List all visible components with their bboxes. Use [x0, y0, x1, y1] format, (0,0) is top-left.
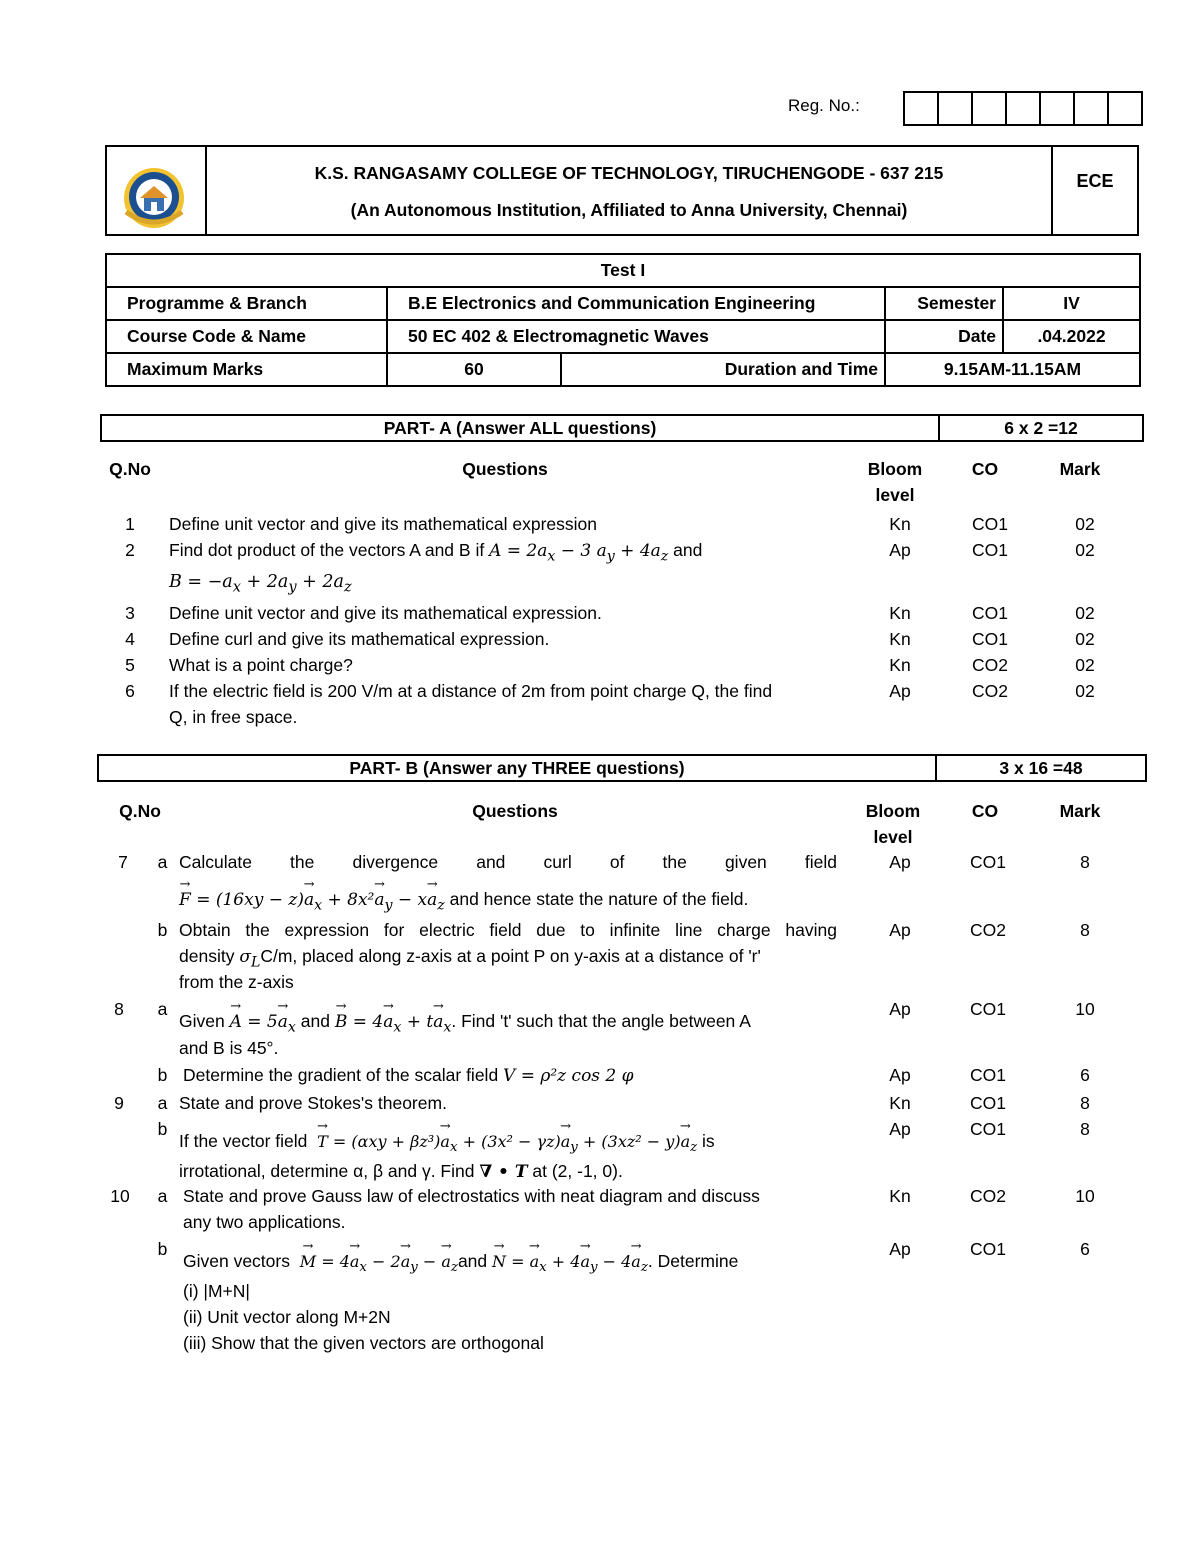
question-number: 4	[125, 629, 135, 649]
question-text-part: Determine the gradient of the scalar field	[183, 1065, 499, 1085]
equation-b: $B = -a_x + 2a_y + 2a_z$	[169, 572, 352, 596]
sub-question-letter: b	[157, 1119, 168, 1139]
reg-no-box[interactable]	[971, 93, 1005, 124]
bloom-level: Ap	[889, 1119, 911, 1139]
bloom-level: Kn	[889, 1186, 911, 1206]
reg-no-box[interactable]	[1039, 93, 1073, 124]
mark-value: 8	[1080, 852, 1090, 872]
question-text	[169, 537, 702, 569]
question-text: Define unit vector and give its mathematical expression.	[169, 603, 602, 623]
bloom-level: Ap	[889, 1065, 911, 1085]
mark-value: 02	[1075, 629, 1095, 649]
question-text	[179, 1008, 859, 1040]
college-name: K.S. RANGASAMY COLLEGE OF TECHNOLOGY, TIRUCHENGODE - 637 215	[314, 162, 944, 183]
question-text	[169, 678, 859, 730]
date-value: .04.2022	[1003, 320, 1140, 353]
mark-value: 02	[1075, 655, 1095, 675]
col-qno: Q.No	[119, 801, 161, 821]
question-number: 3	[125, 603, 135, 623]
question-text-part: and	[673, 540, 703, 560]
reg-no-box[interactable]	[1107, 93, 1141, 124]
bloom-level: Ap	[889, 1239, 911, 1259]
bloom-level: Ap	[889, 920, 911, 940]
question-text-part: . Determine	[647, 1251, 739, 1271]
co-value: CO1	[972, 540, 1008, 560]
question-text-part: Given vectors	[183, 1251, 290, 1271]
question-text-part: is	[702, 1131, 715, 1151]
part-b-marks: 3 x 16 =48	[999, 758, 1083, 778]
reg-no-box[interactable]	[937, 93, 971, 124]
question-text	[179, 886, 748, 918]
mark-value: 6	[1080, 1239, 1090, 1259]
field-equation: → $F = (16xy - z)\to a_x + 8x^2\to a_y - x\to a_z$	[179, 890, 445, 910]
semester-value: IV	[1003, 287, 1140, 320]
part-b-title: PART- B (Answer any THREE questions)	[99, 756, 937, 780]
vector-a-equation: → $A = 5\to a_x$	[230, 1012, 296, 1032]
question-text: Calculate the divergence and curl of the given field	[179, 852, 837, 872]
bloom-level: Ap	[889, 999, 911, 1019]
vector-b-equation: → $B = 4\to a_x + t\to a_x$	[335, 1012, 452, 1032]
question-text-part: and hence state the nature of the field.	[449, 889, 749, 909]
test-name: Test I	[106, 254, 1140, 287]
col-bloom: Bloom level	[867, 459, 923, 505]
co-value: CO1	[972, 514, 1008, 534]
bloom-level: Kn	[889, 655, 911, 675]
scalar-field-equation: V = ρ²z cos 2 φ	[503, 1066, 634, 1086]
question-text-line: Q, in free space.	[169, 707, 298, 727]
co-value: CO1	[970, 1093, 1006, 1113]
col-co: CO	[971, 459, 999, 479]
co-value: CO2	[972, 655, 1008, 675]
equation-a: $A = 2a_x - 3$ $a_y + 4a_z$	[489, 541, 669, 565]
question-subpart: (ii) Unit vector along M+2N	[183, 1307, 391, 1327]
question-text-part: density	[179, 946, 235, 966]
mark-value: 10	[1075, 1186, 1095, 1206]
max-marks-label: Maximum Marks	[106, 353, 387, 386]
reg-no-box[interactable]	[905, 93, 937, 124]
question-text-part: . Find 't' such that the angle between A	[451, 1011, 751, 1031]
question-text-part: and	[457, 1251, 488, 1271]
logo-cell	[106, 146, 206, 235]
vector-field-equation: → $T = (\alpha xy + \beta z^3)\to a_x + (3x^2 - \gamma z)\to a_y + (3xz^2 - y)\to a_z$	[317, 1132, 697, 1151]
question-text: Define curl and give its mathematical expression.	[169, 629, 550, 649]
bloom-level: Ap	[889, 852, 911, 872]
co-value: CO1	[972, 603, 1008, 623]
mark-value: 8	[1080, 1119, 1090, 1139]
col-questions: Questions	[472, 801, 558, 821]
mark-value: 02	[1075, 603, 1095, 623]
co-value: CO2	[972, 681, 1008, 701]
question-text-part: Given	[179, 1011, 225, 1031]
col-mark: Mark	[1059, 801, 1101, 821]
question-text: any two applications.	[183, 1212, 346, 1232]
co-value: CO1	[970, 1239, 1006, 1259]
question-number: 9	[114, 1093, 124, 1113]
question-text	[183, 1062, 634, 1089]
question-number: 8	[114, 999, 124, 1019]
charge-density-symbol: $\sigma_L$	[239, 947, 261, 971]
question-text: from the z-axis	[179, 972, 294, 992]
mark-value: 02	[1075, 540, 1095, 560]
sub-question-letter: b	[157, 920, 168, 940]
co-value: CO2	[970, 920, 1006, 940]
question-number: 6	[125, 681, 135, 701]
col-bloom: Bloom level	[865, 801, 921, 847]
date-label: Date	[885, 320, 1003, 353]
question-number: 10	[110, 1186, 130, 1206]
reg-no-boxes[interactable]	[903, 91, 1143, 126]
question-text: State and prove Stokes's theorem.	[179, 1093, 447, 1113]
college-title-cell	[206, 146, 1052, 235]
question-text-line: If the electric field is 200 V/m at a distance of 2m from point charge Q, the find	[169, 681, 773, 701]
college-subtitle: (An Autonomous Institution, Affiliated to Anna University, Chennai)	[350, 199, 908, 220]
bloom-level: Kn	[889, 1093, 911, 1113]
duration-value: 9.15AM-11.15AM	[885, 353, 1140, 386]
part-a-title: PART- A (Answer ALL questions)	[102, 416, 940, 440]
reg-no-box[interactable]	[1073, 93, 1107, 124]
sub-question-letter: a	[157, 999, 168, 1019]
mark-value: 8	[1080, 1093, 1090, 1113]
question-number: 1	[125, 514, 135, 534]
question-text	[179, 1158, 623, 1185]
co-value: CO1	[970, 1065, 1006, 1085]
programme-label: Programme & Branch	[106, 287, 387, 320]
question-text: What is a point charge?	[169, 655, 353, 675]
sub-question-letter: b	[157, 1239, 168, 1259]
bloom-level: Ap	[889, 681, 911, 701]
part-a-marks: 6 x 2 =12	[1004, 418, 1078, 438]
question-text	[183, 1248, 853, 1281]
max-marks-value: 60	[387, 353, 561, 386]
bloom-level: Ap	[889, 540, 911, 560]
col-qno: Q.No	[109, 459, 151, 479]
question-text: Define unit vector and give its mathematical expression	[169, 514, 597, 534]
part-a-header	[100, 414, 1144, 442]
question-subpart: (i) |M+N|	[183, 1281, 250, 1301]
mark-value: 02	[1075, 514, 1095, 534]
semester-label: Semester	[885, 287, 1003, 320]
col-questions: Questions	[462, 459, 548, 479]
programme-value: B.E Electronics and Communication Engineering	[387, 287, 885, 320]
question-text-part: If the vector field	[179, 1131, 308, 1151]
sub-question-letter: a	[157, 1093, 168, 1113]
part-b-header	[97, 754, 1147, 782]
col-mark: Mark	[1059, 459, 1101, 479]
exam-info-table	[105, 253, 1141, 387]
mark-value: 10	[1075, 999, 1095, 1019]
question-text	[179, 1128, 854, 1161]
question-text: State and prove Gauss law of electrostatics with neat diagram and discuss	[183, 1186, 760, 1206]
question-text-part: and	[300, 1011, 330, 1031]
question-text: and B is 45°.	[179, 1038, 279, 1058]
reg-no-label: Reg. No.:	[788, 96, 860, 115]
duration-label: Duration and Time	[561, 353, 885, 386]
co-value: CO2	[970, 1186, 1006, 1206]
vector-m-equation: → $M = 4\to a_x - 2\to a_y$ − → $a_z$	[300, 1252, 458, 1271]
question-text-part: at (2, -1, 0).	[532, 1161, 623, 1181]
co-value: CO1	[970, 1119, 1006, 1139]
mark-value: 8	[1080, 920, 1090, 940]
sub-question-letter: b	[157, 1065, 168, 1085]
question-text-part: irrotational, determine α, β and γ. Find	[179, 1161, 475, 1181]
question-number: 2	[125, 540, 135, 560]
bloom-level: Kn	[889, 514, 911, 534]
co-value: CO1	[970, 999, 1006, 1019]
sub-question-letter: a	[157, 1186, 168, 1206]
department: ECE	[1052, 146, 1138, 235]
co-value: CO1	[970, 852, 1006, 872]
question-subpart: (iii) Show that the given vectors are orthogonal	[183, 1333, 544, 1353]
question-text-part: C/m, placed along z-axis at a point P on y-axis at a distance of 'r'	[260, 946, 761, 966]
mark-value: 02	[1075, 681, 1095, 701]
course-label: Course Code & Name	[106, 320, 387, 353]
col-co: CO	[971, 801, 999, 821]
bloom-level: Kn	[889, 629, 911, 649]
question-text: Obtain the expression for electric field due to infinite line charge having	[179, 920, 837, 940]
question-number: 7	[118, 852, 128, 872]
question-text-part: Find dot product of the vectors A and B if	[169, 540, 485, 560]
mark-value: 6	[1080, 1065, 1090, 1085]
sub-question-letter: a	[157, 852, 168, 872]
divergence-expression: ∇ • T	[479, 1162, 528, 1182]
co-value: CO1	[972, 629, 1008, 649]
college-logo-icon	[108, 148, 204, 228]
course-value: 50 EC 402 & Electromagnetic Waves	[387, 320, 885, 353]
reg-no-box[interactable]	[1005, 93, 1039, 124]
bloom-level: Kn	[889, 603, 911, 623]
vector-n-equation: → N = → $a_x + 4\to a_y - 4\to a_z$	[492, 1252, 648, 1271]
question-number: 5	[125, 655, 135, 675]
college-header	[105, 145, 1139, 236]
